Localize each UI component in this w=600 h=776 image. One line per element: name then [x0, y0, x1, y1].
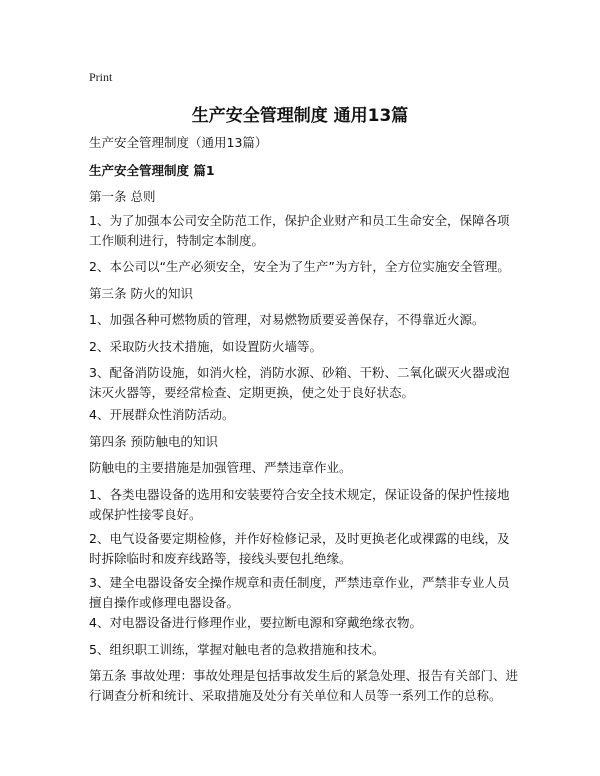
paragraph: 5、组织职工训练，掌握对触电者的急救措施和技术。: [89, 642, 385, 657]
document-title: 生产安全管理制度 通用13篇: [191, 106, 409, 126]
paragraph: 3、建全电器设备安全操作规章和责任制度，严禁违章作业，严禁非专业人员擅自操作或修理电器设备。: [89, 575, 510, 610]
article-heading: 第四条 预防触电的知识: [89, 434, 218, 449]
paragraph: 防触电的主要措施是加强管理、严禁违章作业。: [89, 460, 352, 475]
document-subtitle: 生产安全管理制度（通用13篇）: [89, 135, 268, 150]
paragraph: 2、电气设备要定期检修，并作好检修记录，及时更换老化或裸露的电线，及时拆除临时和废弃线路等，接线头要包扎绝缘。: [89, 531, 510, 566]
paragraph: 第五条 事故处理：事故处理是包括事故发生后的紧急处理、报告有关部门、进行调查分析和统计、采取措施及处分有关单位和人员等一系列工作的总称。: [89, 668, 518, 703]
paragraph: 4、开展群众性消防活动。: [89, 407, 235, 422]
print-label[interactable]: Print: [89, 70, 113, 84]
paragraph: 2、本公司以“生产必须安全，安全为了生产”为方针，全方位实施安全管理。: [89, 259, 510, 274]
paragraph: 3、配备消防设施，如消火栓，消防水源、砂箱、干粉、二氧化碳灭火器或泡沫灭火器等，要经常检查、定期更换，使之处于良好状态。: [89, 365, 510, 400]
article-heading: 第三条 防火的知识: [89, 286, 193, 301]
paragraph: 1、加强各种可燃物质的管理，对易燃物质要妥善保存，不得靠近火源。: [89, 312, 485, 327]
section-heading: 生产安全管理制度 篇1: [89, 163, 215, 178]
article-heading: 第一条 总则: [89, 189, 156, 204]
paragraph: 1、为了加强本公司安全防范工作，保护企业财产和员工生命安全，保障各项工作顺利进行，特制定本制度。: [89, 213, 510, 248]
paragraph: 1、各类电器设备的选用和安装要符合安全技术规定，保证设备的保护性接地或保护性接零良好。: [89, 487, 510, 522]
paragraph: 2、采取防火技术措施，如设置防火墙等。: [89, 339, 322, 354]
paragraph: 4、对电器设备进行修理作业，要拉断电源和穿戴绝缘衣物。: [89, 615, 422, 630]
